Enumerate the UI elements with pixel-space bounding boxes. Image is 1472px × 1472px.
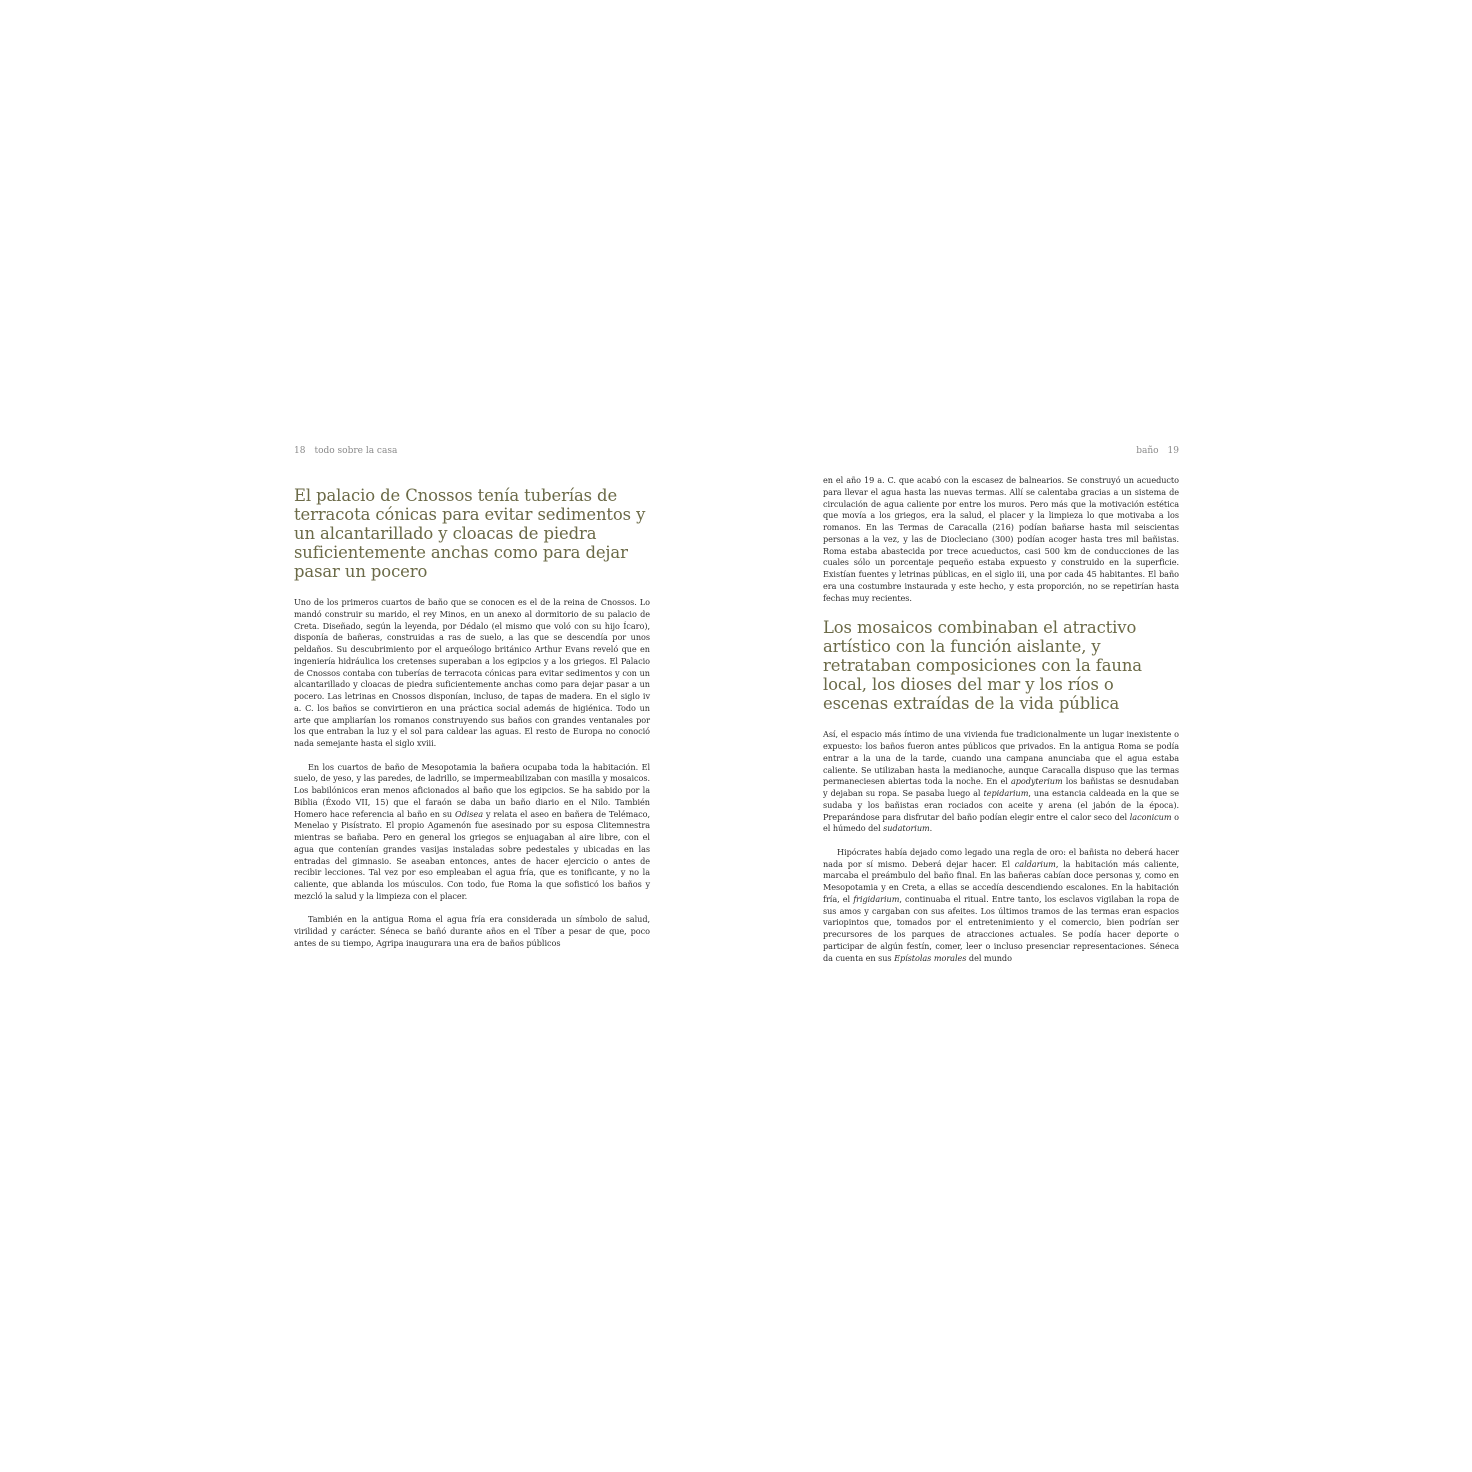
italic-term: frigidarium <box>853 893 900 904</box>
running-head <box>294 446 650 460</box>
italic-term: Epístolas morales <box>894 952 967 963</box>
page-number: 18 <box>294 446 306 456</box>
paragraph: en el año 19 a. C. que acabó con la escasez de balnearios. Se construyó un acueducto para llevar el agua hasta las nuevas termas. Allí se calentaba gracias a un sistema de circulación de agua caliente por entre los muros. Pero más que la motivación estética que movía a los griegos, era la salud, el placer y la limpieza lo que motivaba a los romanos. En las Termas de Caracalla (216) podían bañarse hasta mil seiscientas personas a la vez, y las de Diocleciano (300) podían acoger hasta tres mil bañistas. Roma estaba abastecida por trece acueductos, casi 500 km de conducciones de las cuales sólo un porcentaje pequeño estaba expuesto y construido en la superficie. Existían fuentes y letrinas públicas, en el siglo iii, una por cada 45 habitantes. El baño era una costumbre instaurada y este hecho, y esta proporción, no se repetirían hasta fechas muy recientes. <box>823 475 1179 603</box>
paragraph: Uno de los primeros cuartos de baño que se conocen es el de la reina de Cnossos. Lo mandó construir su marido, el rey Minos, en un anexo al dormitorio de su palacio de Creta. Diseñado, según la leyenda, por Dédalo (el mismo que voló con su hijo Ícaro), disponía de bañeras, construidas a ras de suelo, a las que se descendía por unos peldaños. Su descubrimiento por el arqueólogo británico Arthur Evans reveló que en ingeniería hidráulica los cretenses superaban a los egipcios y a los griegos. El Palacio de Cnossos contaba con tuberías de terracota cónicas para evitar sedimentos y con un alcantarillado y cloacas de piedra suficientemente anchas como para dejar pasar a un pocero. Las letrinas en Cnossos disponían, incluso, de tapas de madera. En el siglo iv a. C. los baños se convirtieron en una práctica social además de higiénica. Todo un arte que ampliarían los romanos construyendo sus baños con grandes ventanales por los que entraban la luz y el sol para caldear las aguas. El resto de Europa no conoció nada semejante hasta el siglo xviii. <box>294 597 650 748</box>
running-head-title: todo sobre la casa <box>314 446 398 456</box>
page-number: 19 <box>1167 446 1179 456</box>
italic-term: laconicum <box>1129 811 1172 822</box>
italic-term: sudatorium <box>883 823 930 834</box>
running-head-title: baño <box>1136 446 1159 456</box>
italic-term: caldarium <box>1014 858 1056 869</box>
italic-term: Odisea <box>455 808 483 819</box>
right-page <box>823 446 1179 964</box>
section-heading: Los mosaicos combinaban el atractivo artístico con la función aislante, y retrataban composiciones con la fauna local, los dioses del mar y los ríos o escenas extraídas de la vida pública <box>823 618 1142 714</box>
paragraph: Hipócrates había dejado como legado una regla de oro: el bañista no deberá hacer nada por sí mismo. Deberá dejar hacer. El caldarium, la habitación más caliente, marcaba el preámbulo del baño final. En las bañeras cabían doce personas y, como en Mesopotamia y en Creta, a ellas se accedía descendiendo escalones. En la habitación fría, el frigidarium, continuaba el ritual. Entre tanto, los esclavos vigilaban la ropa de sus amos y cargaban con sus afeites. Los últimos tramos de las termas eran espacios variopintos que, tomados por el entretenimiento y el comercio, bien podrían ser precursores de los parques de atracciones actuales. Se podía hacer deporte o participar de algún festín, comer, leer o incluso presenciar representaciones. Séneca da cuenta en sus Epístolas morales del mundo <box>823 846 1179 963</box>
paragraph: Así, el espacio más íntimo de una vivienda fue tradicionalmente un lugar inexistente o expuesto: los baños fueron antes públicos que privados. En la antigua Roma se podía entrar a la una de la tarde, cuando una campana anunciaba que el agua estaba caliente. Se utilizaban hasta la medianoche, aunque Caracalla dispuso que las termas permaneciesen abiertas toda la noche. En el apodyterium los bañistas se desnudaban y dejaban su ropa. Se pasaba luego al tepidarium, una estancia caldeada en la que se sudaba y los bañistas eran rociados con aceite y arena (el jabón de la época). Preparándose para disfrutar del baño podían elegir entre el calor seco del laconicum o el húmedo del sudatorium. <box>823 729 1180 834</box>
running-head <box>823 446 1179 460</box>
paragraph: También en la antigua Roma el agua fría era considerada un símbolo de salud, virilidad y carácter. Séneca se bañó durante años en el Tíber a pesar de que, poco antes de su tiempo, Agripa inaugurara una era de baños públicos <box>294 914 650 948</box>
section-heading: El palacio de Cnossos tenía tuberías de terracota cónicas para evitar sedimentos y un alcantarillado y cloacas de piedra suficientemente anchas como para dejar pasar un pocero <box>294 486 646 581</box>
left-page <box>294 446 650 950</box>
paragraph: En los cuartos de baño de Mesopotamia la bañera ocupaba toda la habitación. El suelo, de yeso, y las paredes, de ladrillo, se impermeabilizaban con masilla y mosaicos. Los babilónicos eran menos aficionados al baño que los egipcios. Se ha sabido por la Biblia (Éxodo VII, 15) que el faraón se daba un baño diario en el Nilo. También Homero hace referencia al baño en su Odisea y relata el aseo en bañera de Telémaco, Menelao y Pisístrato. El propio Agamenón fue asesinado por su esposa Clitemnestra mientras se bañaba. Pero en general los griegos se enjuagaban al aire libre, con el agua que contenían grandes vasijas instaladas sobre pedestales y ubicadas en las entradas del gimnasio. Se aseaban entonces, antes de hacer ejercicio o antes de recibir lecciones. Tal vez por eso empleaban el agua fría, que es tonificante, y no la caliente, que ablanda los músculos. Con todo, fue Roma la que sofisticó los baños y mezcló la salud y la limpieza con el placer. <box>294 761 650 901</box>
italic-term: tepidarium <box>983 788 1029 798</box>
italic-term: apodyterium <box>1010 776 1063 787</box>
